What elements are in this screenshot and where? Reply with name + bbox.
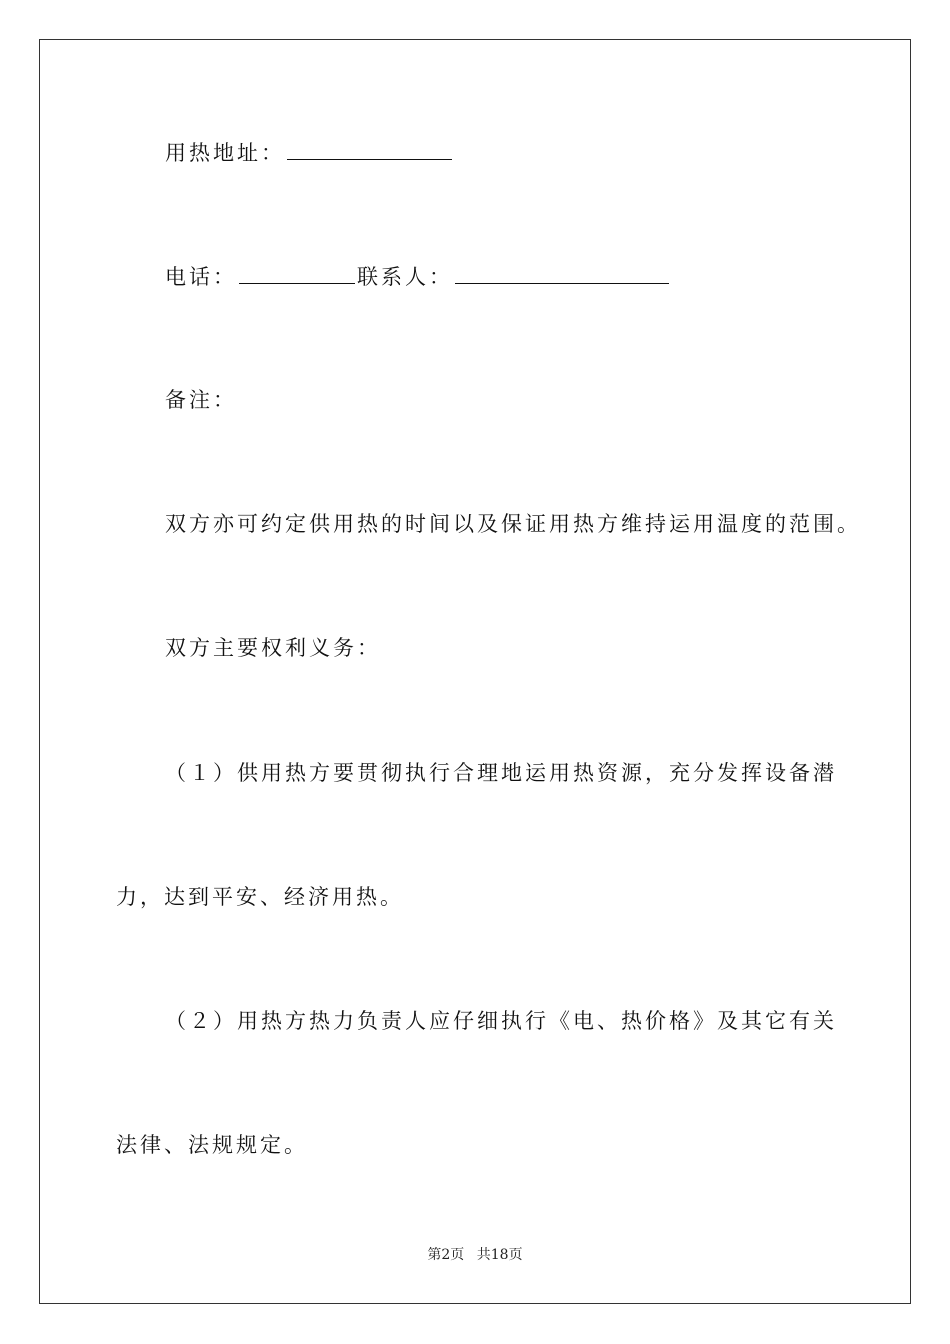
page-total: 共18页 — [476, 1247, 523, 1263]
item1-line1: （１）供用热方要贯彻执行合理地运用热资源，充分发挥设备潜 — [165, 761, 837, 785]
paragraph-agreement: 双方亦可约定供用热的时间以及保证用热方维持运用温度的范围。 — [165, 512, 861, 536]
phone-label: 电话： — [165, 265, 237, 289]
address-label: 用热地址： — [165, 141, 285, 165]
remark-line — [165, 385, 237, 415]
address-blank — [287, 137, 452, 160]
paragraph-rights-title: 双方主要权利义务： — [165, 636, 381, 660]
address-line — [165, 137, 454, 168]
contact-blank — [455, 261, 669, 284]
item2-line2: 法律、法规规定。 — [116, 1133, 308, 1157]
phone-contact-line — [165, 261, 671, 292]
page-border — [39, 39, 911, 1304]
page-footer — [0, 1244, 950, 1264]
item1-line2: 力，达到平安、经济用热。 — [116, 885, 404, 909]
page-current: 第2页 — [427, 1247, 465, 1263]
remark-label: 备注： — [165, 388, 237, 412]
item2-line1: （２）用热方热力负责人应仔细执行《电、热价格》及其它有关 — [165, 1009, 837, 1033]
phone-blank — [239, 261, 355, 284]
contact-label: 联系人： — [357, 265, 453, 289]
